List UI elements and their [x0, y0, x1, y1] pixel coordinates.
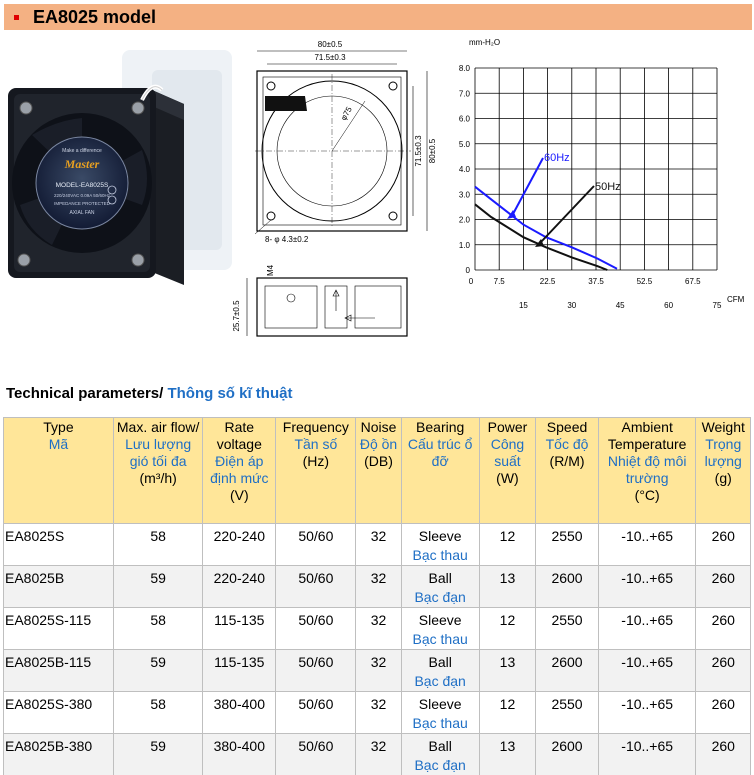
cell-freq: 50/60	[276, 650, 356, 692]
cell-noise: 32	[356, 608, 401, 650]
cell-type: EA8025B-380	[4, 734, 114, 775]
cell-voltage: 380-400	[203, 692, 276, 734]
spec-table	[3, 417, 751, 775]
cell-freq: 50/60	[276, 566, 356, 608]
cell-speed: 2550	[536, 524, 599, 566]
column-header-unit: (g)	[714, 470, 732, 486]
x-tick-label: 60	[664, 301, 674, 310]
cell-flow: 59	[113, 734, 202, 775]
cell-type: EA8025S-380	[4, 692, 114, 734]
label-rating: 220/240VAC 0.09A 50/60Hz	[54, 193, 110, 198]
x-tick-label: 7.5	[493, 277, 505, 286]
pq-chart	[455, 34, 754, 324]
table-row	[4, 650, 751, 692]
cell-flow: 58	[113, 524, 202, 566]
column-header	[479, 418, 536, 524]
cell-temp: -10..+65	[598, 524, 696, 566]
table-row	[4, 566, 751, 608]
cell-power: 13	[479, 650, 536, 692]
screw-icon	[18, 254, 30, 266]
cell-noise: 32	[356, 692, 401, 734]
cell-flow: 58	[113, 608, 202, 650]
cell-noise: 32	[356, 566, 401, 608]
column-header	[536, 418, 599, 524]
cell-bearing	[401, 650, 479, 692]
cell-speed: 2600	[536, 566, 599, 608]
dim-diameter: φ75	[338, 105, 354, 122]
cell-bearing-vi: Bạc thau	[412, 631, 468, 647]
cell-temp: -10..+65	[598, 566, 696, 608]
title-bar	[4, 4, 752, 30]
cell-temp: -10..+65	[598, 650, 696, 692]
table-row	[4, 734, 751, 775]
cell-bearing	[401, 566, 479, 608]
cell-bearing-en: Sleeve	[418, 612, 462, 628]
dim-outer-width: 80±0.5	[317, 40, 343, 49]
cell-bearing-en: Sleeve	[418, 696, 462, 712]
cell-speed: 2600	[536, 650, 599, 692]
column-header-vi: Mã	[48, 436, 69, 452]
x-tick-label: 67.5	[685, 277, 701, 286]
dim-outer-height: 80±0.5	[428, 138, 437, 164]
cell-power: 13	[479, 734, 536, 775]
column-header-vi: Tốc độ	[545, 436, 589, 452]
cell-voltage: 115-135	[203, 650, 276, 692]
column-header-vi: Công suất	[490, 436, 525, 469]
column-header-unit: (m³/h)	[139, 470, 177, 486]
column-header-en: Bearing	[416, 419, 465, 435]
x-tick-label: 75	[712, 301, 722, 310]
cell-weight: 260	[696, 524, 751, 566]
cell-type: EA8025B-115	[4, 650, 114, 692]
column-header-unit: (R/M)	[549, 453, 585, 469]
column-header-vi: Độ ồn	[359, 436, 398, 452]
cell-bearing	[401, 608, 479, 650]
label-model: MODEL-EA8025S	[55, 182, 109, 189]
column-header-vi: Nhiệt độ môi trường	[607, 453, 687, 486]
chart-xlabel: CFM	[727, 295, 745, 304]
y-tick-label: 6.0	[458, 114, 470, 124]
dim-depth: 25.7±0.5	[232, 300, 241, 332]
cell-speed: 2600	[536, 734, 599, 775]
dim-hole-spacing: 71.5±0.3	[314, 53, 346, 62]
product-photo	[2, 40, 238, 295]
y-tick-label: 7.0	[458, 89, 470, 99]
dim-hole-vertical: 71.5±0.3	[414, 135, 423, 167]
section-title	[6, 385, 292, 402]
label-slogan: Make a difference	[62, 148, 102, 154]
column-header-vi: Điện áp định mức	[210, 453, 269, 486]
column-header	[598, 418, 696, 524]
x-tick-label: 15	[518, 301, 528, 310]
x-tick-label: 0	[468, 277, 474, 286]
cell-flow: 59	[113, 650, 202, 692]
cell-bearing-en: Sleeve	[418, 528, 462, 544]
cell-bearing-vi: Bạc thau	[412, 715, 468, 731]
bullet-icon	[14, 15, 19, 20]
column-header-en: Frequency	[282, 419, 349, 435]
label-axial: AXIAL FAN	[69, 210, 95, 216]
cell-power: 12	[479, 692, 536, 734]
label-protection: IMPEDANCE PROTECTED	[54, 201, 110, 206]
dimension-drawing	[225, 36, 465, 346]
x-tick-label: 22.5	[539, 277, 556, 286]
y-tick-label: 5.0	[458, 139, 470, 149]
column-header	[203, 418, 276, 524]
y-tick-label: 8.0	[458, 64, 470, 73]
column-header-vi: Cấu trúc ổ đỡ	[407, 436, 473, 469]
chart-grid	[475, 68, 717, 270]
column-header-unit: (W)	[496, 470, 519, 486]
cell-weight: 260	[696, 692, 751, 734]
cell-power: 12	[479, 608, 536, 650]
table-header-row	[4, 418, 751, 524]
cell-bearing-vi: Bạc thau	[412, 547, 468, 563]
column-header-en: Rate voltage	[216, 419, 262, 452]
cell-weight: 260	[696, 566, 751, 608]
column-header	[276, 418, 356, 524]
column-header	[113, 418, 202, 524]
screw-icon	[20, 102, 32, 114]
cell-noise: 32	[356, 650, 401, 692]
column-header-en: Power	[487, 419, 528, 435]
cell-bearing-en: Ball	[428, 570, 452, 586]
series-line-1	[475, 204, 607, 270]
cell-noise: 32	[356, 734, 401, 775]
column-header-unit: (°C)	[634, 487, 660, 503]
cell-speed: 2550	[536, 608, 599, 650]
cell-freq: 50/60	[276, 734, 356, 775]
cell-bearing-en: Ball	[428, 738, 452, 754]
column-header-vi: Lưu lượng gió tối đa	[125, 436, 192, 469]
y-tick-label: 1.0	[458, 240, 470, 250]
chart-x-ticks	[469, 277, 722, 310]
y-tick-label: 4.0	[458, 165, 470, 174]
column-header-en: Noise	[360, 419, 397, 435]
dim-holes: 8- φ 4.3±0.2	[265, 235, 309, 244]
x-tick-label: 30	[567, 301, 577, 310]
cell-voltage: 220-240	[203, 524, 276, 566]
table-row	[4, 524, 751, 566]
x-tick-label: 45	[615, 301, 625, 310]
column-header-en: Weight	[701, 419, 745, 435]
cell-temp: -10..+65	[598, 608, 696, 650]
column-header-unit: (V)	[229, 487, 249, 503]
screw-icon	[132, 102, 144, 114]
cell-voltage: 115-135	[203, 608, 276, 650]
dim-m4: M4	[266, 264, 275, 276]
chart-y-ticks	[459, 64, 471, 275]
cell-weight: 260	[696, 608, 751, 650]
cell-power: 12	[479, 524, 536, 566]
column-header	[356, 418, 401, 524]
cell-freq: 50/60	[276, 692, 356, 734]
y-tick-label: 3.0	[458, 190, 470, 200]
cell-bearing	[401, 734, 479, 775]
column-header	[4, 418, 114, 524]
x-tick-label: 52.5	[636, 277, 653, 286]
cell-noise: 32	[356, 524, 401, 566]
cell-freq: 50/60	[276, 524, 356, 566]
y-tick-label: 0	[465, 266, 470, 275]
y-tick-label: 2.0	[458, 215, 470, 225]
section-title-vi: Thông số kĩ thuật	[167, 385, 293, 402]
label-60hz: 60Hz	[544, 152, 570, 164]
table-row	[4, 608, 751, 650]
arrow-60hz	[513, 158, 543, 214]
column-header-en: Speed	[546, 419, 588, 435]
table-row	[4, 692, 751, 734]
page-title: EA8025 model	[33, 6, 157, 27]
column-header-en: Max. air flow/	[116, 419, 200, 435]
cell-flow: 58	[113, 692, 202, 734]
cell-type: EA8025B	[4, 566, 114, 608]
chart-ylabel: mm-H₂O	[469, 38, 501, 47]
x-tick-label: 37.5	[588, 277, 604, 286]
column-header	[696, 418, 751, 524]
cell-freq: 50/60	[276, 608, 356, 650]
section-title-en: Technical parameters/	[6, 385, 164, 402]
cell-bearing-vi: Bạc đạn	[414, 589, 466, 605]
cell-bearing-vi: Bạc đạn	[414, 673, 466, 689]
table-body	[4, 524, 751, 775]
column-header-en: Ambient Temperature	[607, 419, 687, 452]
cell-weight: 260	[696, 650, 751, 692]
column-header	[401, 418, 479, 524]
cell-type: EA8025S-115	[4, 608, 114, 650]
cell-voltage: 220-240	[203, 566, 276, 608]
cell-bearing-vi: Bạc đạn	[414, 757, 466, 773]
cell-voltage: 380-400	[203, 734, 276, 775]
column-header-en: Type	[43, 419, 74, 435]
cell-power: 13	[479, 566, 536, 608]
cell-weight: 260	[696, 734, 751, 775]
cell-type: EA8025S	[4, 524, 114, 566]
column-header-vi: Tần số	[294, 436, 338, 452]
column-header-unit: (DB)	[364, 453, 393, 469]
cell-speed: 2550	[536, 692, 599, 734]
screw-icon	[132, 254, 144, 266]
cell-temp: -10..+65	[598, 734, 696, 775]
column-header-unit: (Hz)	[302, 453, 330, 469]
cell-bearing	[401, 524, 479, 566]
cell-temp: -10..+65	[598, 692, 696, 734]
column-header-vi: Trọng lượng	[704, 436, 742, 469]
cell-bearing	[401, 692, 479, 734]
label-50hz: 50Hz	[595, 181, 621, 193]
label-brand: Master	[64, 157, 100, 171]
cell-flow: 59	[113, 566, 202, 608]
cell-bearing-en: Ball	[428, 654, 452, 670]
